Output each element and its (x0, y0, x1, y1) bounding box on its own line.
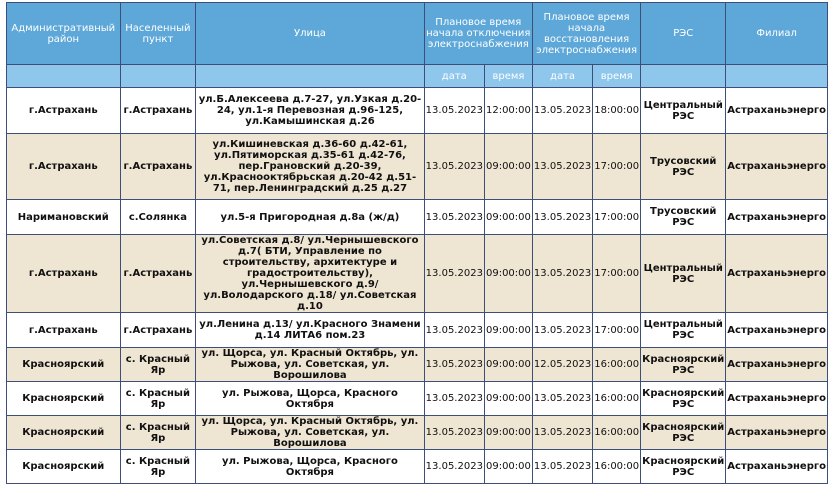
cell-off-time: 09:00:00 (484, 235, 532, 313)
table-row (7, 88, 828, 134)
cell-on-date: 13.05.2023 (532, 416, 592, 450)
cell-on-date: 13.05.2023 (532, 88, 592, 134)
table-row (7, 348, 828, 382)
cell-res: Красноярский РЭС (641, 382, 726, 416)
cell-settlement: г.Астрахань (120, 134, 196, 200)
cell-res: Центральный РЭС (641, 313, 726, 348)
cell-street: ул. Щорса, ул. Красный Октябрь, ул. Рыжова, ул. Советская, ул. Ворошилова (196, 348, 424, 382)
cell-street: ул.Ленина д.13/ ул.Красного Знамени д.14 ЛИТА6 пом.23 (196, 313, 424, 348)
cell-res: Трусовский РЭС (641, 200, 726, 235)
cell-street: ул.Б.Алексеева д.7-27, ул.Узкая д.20-24, ул.1-я Перевозная д.96-125, ул.Камышинская д.26 (196, 88, 424, 134)
cell-district: Красноярский (7, 348, 121, 382)
cell-off-date: 13.05.2023 (424, 382, 484, 416)
cell-street: ул.5-я Пригородная д.8а (ж/д) (196, 200, 424, 235)
table-row (7, 416, 828, 450)
header-settlement: Населенный пункт (120, 3, 196, 65)
cell-district: г.Астрахань (7, 88, 121, 134)
cell-on-time: 16:00:00 (593, 348, 641, 382)
cell-off-time: 09:00:00 (484, 134, 532, 200)
table-row (7, 382, 828, 416)
cell-on-date: 13.05.2023 (532, 200, 592, 235)
cell-district: г.Астрахань (7, 235, 121, 313)
cell-res: Трусовский РЭС (641, 134, 726, 200)
cell-res: Красноярский РЭС (641, 450, 726, 484)
cell-on-time: 16:00:00 (593, 382, 641, 416)
cell-off-date: 13.05.2023 (424, 348, 484, 382)
subheader-empty (641, 65, 726, 88)
cell-off-date: 13.05.2023 (424, 450, 484, 484)
subheader-on-date: дата (532, 65, 592, 88)
cell-off-date: 13.05.2023 (424, 134, 484, 200)
cell-off-time: 09:00:00 (484, 200, 532, 235)
cell-off-time: 09:00:00 (484, 416, 532, 450)
cell-on-time: 17:00:00 (593, 235, 641, 313)
cell-street: ул. Рыжова, Щорса, Красного Октября (196, 382, 424, 416)
cell-on-date: 13.05.2023 (532, 450, 592, 484)
cell-branch: Астраханьэнерго (726, 134, 828, 200)
cell-branch: Астраханьэнерго (726, 416, 828, 450)
cell-res: Центральный РЭС (641, 88, 726, 134)
cell-settlement: с.Солянка (120, 200, 196, 235)
cell-on-date: 13.05.2023 (532, 134, 592, 200)
cell-district: Наримановский (7, 200, 121, 235)
cell-settlement: с. Красный Яр (120, 416, 196, 450)
outage-table-wrapper (6, 2, 828, 484)
subheader-empty (726, 65, 828, 88)
cell-off-time: 09:00:00 (484, 450, 532, 484)
cell-res: Красноярский РЭС (641, 416, 726, 450)
subheader-off-date: дата (424, 65, 484, 88)
cell-street: ул.Советская д.8/ ул.Чернышевского д.7( БТИ, Управление по строительству, архитектуре и градостроительству), ул.Чернышевского д.9/ ул.Володарского д.18/ ул.Советская д.10 (196, 235, 424, 313)
header-street: Улица (196, 3, 424, 65)
cell-settlement: г.Астрахань (120, 313, 196, 348)
cell-settlement: г.Астрахань (120, 235, 196, 313)
cell-off-time: 12:00:00 (484, 88, 532, 134)
subheader-on-time: время (593, 65, 641, 88)
cell-branch: Астраханьэнерго (726, 88, 828, 134)
cell-off-time: 09:00:00 (484, 313, 532, 348)
header-branch: Филиал (726, 3, 828, 65)
cell-on-time: 16:00:00 (593, 450, 641, 484)
cell-off-date: 13.05.2023 (424, 200, 484, 235)
cell-off-time: 09:00:00 (484, 348, 532, 382)
cell-branch: Астраханьэнерго (726, 348, 828, 382)
table-body (7, 88, 828, 484)
cell-district: г.Астрахань (7, 134, 121, 200)
table-row (7, 313, 828, 348)
cell-on-time: 17:00:00 (593, 134, 641, 200)
cell-settlement: с. Красный Яр (120, 348, 196, 382)
cell-district: г.Астрахань (7, 313, 121, 348)
cell-settlement: г.Астрахань (120, 88, 196, 134)
cell-res: Красноярский РЭС (641, 348, 726, 382)
table-row (7, 235, 828, 313)
subheader-empty (7, 65, 121, 88)
cell-off-date: 13.05.2023 (424, 416, 484, 450)
cell-branch: Астраханьэнерго (726, 450, 828, 484)
subheader-empty (196, 65, 424, 88)
cell-branch: Астраханьэнерго (726, 235, 828, 313)
subheader-empty (120, 65, 196, 88)
table-row (7, 200, 828, 235)
cell-settlement: с. Красный Яр (120, 382, 196, 416)
cell-branch: Астраханьэнерго (726, 382, 828, 416)
cell-branch: Астраханьэнерго (726, 200, 828, 235)
cell-on-time: 17:00:00 (593, 200, 641, 235)
cell-district: Красноярский (7, 382, 121, 416)
cell-settlement: с. Красный Яр (120, 450, 196, 484)
table-row (7, 450, 828, 484)
cell-res: Центральный РЭС (641, 235, 726, 313)
cell-off-time: 09:00:00 (484, 382, 532, 416)
cell-off-date: 13.05.2023 (424, 235, 484, 313)
cell-on-time: 17:00:00 (593, 313, 641, 348)
header-on-time: Плановое время начала восстановления электроснабжения (532, 3, 640, 65)
header-district: Административный район (7, 3, 121, 65)
header-off-time: Плановое время начала отключения электроснабжения (424, 3, 532, 65)
header-res: РЭС (641, 3, 726, 65)
cell-district: Красноярский (7, 416, 121, 450)
cell-on-date: 13.05.2023 (532, 382, 592, 416)
subheader-off-time: время (484, 65, 532, 88)
cell-on-date: 13.05.2023 (532, 313, 592, 348)
cell-off-date: 13.05.2023 (424, 88, 484, 134)
cell-on-date: 13.05.2023 (532, 235, 592, 313)
cell-on-time: 18:00:00 (593, 88, 641, 134)
cell-on-time: 16:00:00 (593, 416, 641, 450)
outage-table (6, 2, 828, 484)
table-header (7, 3, 828, 88)
table-row (7, 134, 828, 200)
cell-off-date: 13.05.2023 (424, 313, 484, 348)
cell-on-date: 12.05.2023 (532, 348, 592, 382)
cell-street: ул. Рыжова, Щорса, Красного Октября (196, 450, 424, 484)
cell-district: Красноярский (7, 450, 121, 484)
cell-street: ул.Кишиневская д.36-60 д.42-61, ул.Пятиморская д.35-61 д.42-76, пер.Грановский д.20-39, ул.Краснооктябрьская д.20-42 д.51-71, пер.Ленинградский д.25 д.27 (196, 134, 424, 200)
cell-branch: Астраханьэнерго (726, 313, 828, 348)
cell-street: ул. Щорса, ул. Красный Октябрь, ул. Рыжова, ул. Советская, ул. Ворошилова (196, 416, 424, 450)
